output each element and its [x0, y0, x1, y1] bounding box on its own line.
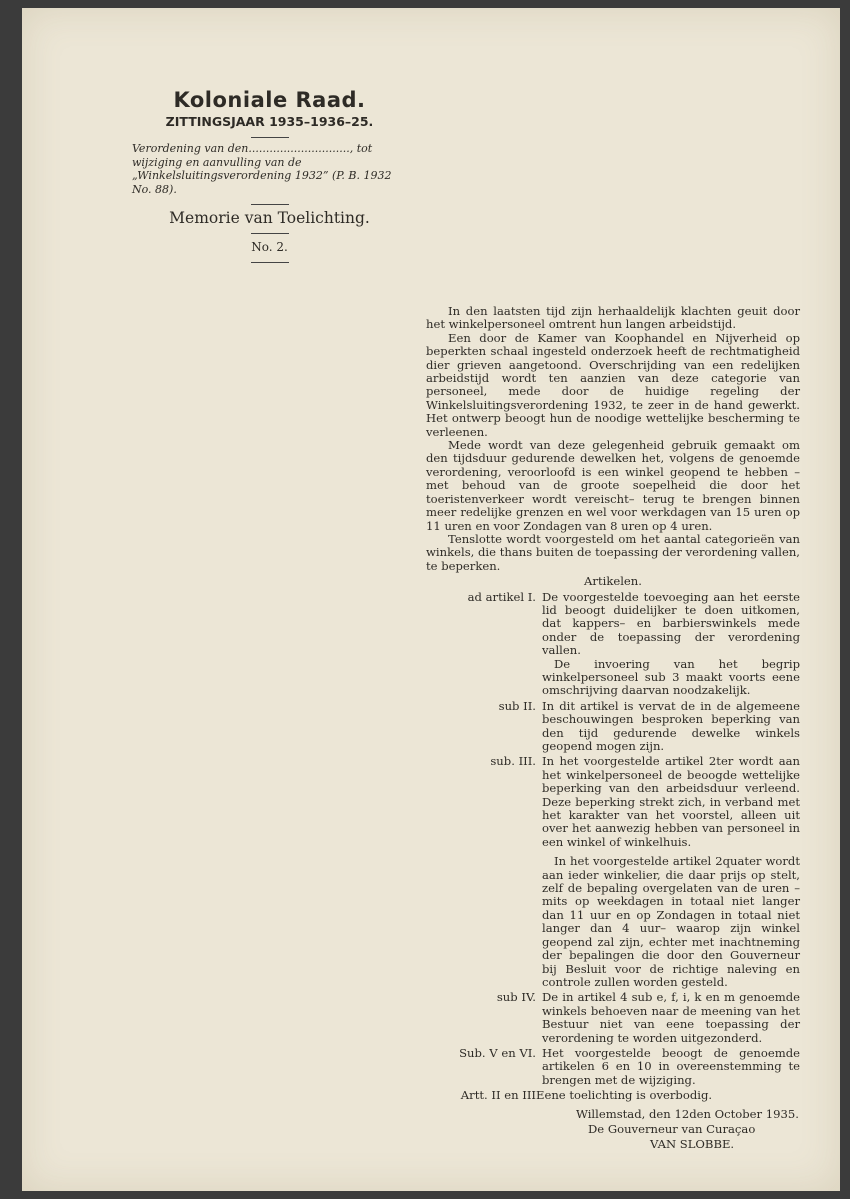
divider: [251, 137, 289, 138]
session-year: ZITTINGSJAAR 1935–1936–25.: [165, 114, 374, 129]
council-title: Koloniale Raad.: [173, 88, 366, 112]
article-section: [426, 1047, 800, 1087]
memo-title: Memorie van Toelichting.: [169, 209, 370, 227]
intro-paragraph: Een door de Kamer van Koophandel en Nijverheid op beperkten schaal ingesteld onderzoek heeft de rechtmatigheid dier grieven aangetoond. Overschrijding van een redelijken arbeidstijd wordt ten aanzien van deze categorie van personeel, mede door de huidige regeling der Winkelsluitingsverordening 1932, te zeer in de hand gewerkt. Het ontwerp beoogt hun de noodige wettelijke bescherming te verleenen.: [426, 330, 800, 439]
divider: [251, 262, 289, 263]
article-section: [426, 591, 800, 698]
article-paragraph: De invoering van het begrip winkelpersoneel sub 3 maakt voorts eene omschrijving daarvan noodzakelijk.: [542, 656, 800, 698]
memo-body: [426, 305, 800, 1152]
article-paragraph: In het voorgestelde artikel 2ter wordt aan het winkelpersoneel de beoogde wettelijke beperking van den arbeidsduur verleend. Deze beperking strekt zich, in verband met het karakter van het voorstel, alleen uit over het aanwezig hebben van personeel in een winkel of winkelhuis.: [542, 754, 800, 849]
article-section: [426, 755, 800, 989]
article-paragraph: De voorgestelde toevoeging aan het eerste lid beoogt duidelijker te doen uitkomen, dat kappers– en barbierswinkels mede onder de toepassing der verordening vallen.: [542, 589, 800, 658]
regulation-description: Verordening van den............................., tot wijziging en aanvulling van de „Winkelsluitingsverordening 1932” (P. B. 1932 No. 88).: [132, 142, 392, 196]
article-paragraph: Eene toelichting is overbodig.: [536, 1088, 713, 1103]
signatory-name: VAN SLOBBE.: [650, 1136, 735, 1151]
article-section: [426, 991, 800, 1045]
intro-paragraph: Tenslotte wordt voorgesteld om het aantal categorieën van winkels, die thans buiten de toepassing der verordening vallen, te beperken.: [426, 531, 800, 573]
article-section: [426, 1089, 800, 1102]
document-page: [22, 8, 840, 1191]
signatory-role: De Gouverneur van Curaçao: [588, 1121, 756, 1136]
article-section: [426, 700, 800, 754]
article-label: sub IV.: [496, 990, 536, 1005]
signature-block: [426, 1107, 800, 1152]
articles-heading: Artikelen.: [584, 574, 642, 589]
article-label: sub. III.: [490, 754, 536, 769]
document-number: No. 2.: [251, 240, 288, 254]
divider: [251, 204, 289, 205]
intro-paragraph: Mede wordt van deze gelegenheid gebruik gemaakt om den tijdsduur gedurende dewelken het, volgens de genoemde verordening, veroorloofd is een winkel geopend te hebben –met behoud van de groote soepelheid die door het toeristenverkeer wordt vereischt– terug te brengen binnen meer redelijke grenzen en wel voor werkdagen van 15 uren op 11 uren en voor Zondagen van 8 uren op 4 uren.: [426, 438, 800, 533]
article-paragraph: De in artikel 4 sub e, f, i, k en m genoemde winkels behoeven naar de meening van het Bestuur niet van eene toepassing der verordening te worden uitgezonderd.: [542, 990, 800, 1045]
article-paragraph: In dit artikel is vervat de in de algemeene beschouwingen besproken beperking van den tijd gedurende dewelke winkels geopend mogen zijn.: [542, 698, 800, 753]
place-date: Willemstad, den 12den October 1935.: [576, 1106, 799, 1121]
divider: [251, 233, 289, 234]
article-label: Sub. V en VI.: [459, 1045, 536, 1060]
document-header: [132, 88, 407, 267]
article-paragraph: Het voorgestelde beoogt de genoemde artikelen 6 en 10 in overeenstemming te brengen met de wijziging.: [542, 1045, 800, 1087]
article-paragraph: In het voorgestelde artikel 2quater wordt aan ieder winkelier, die daar prijs op stelt, zelf de bepaling overgelaten van de uren –mits op weekdagen in totaal niet langer dan 11 uur en op Zondagen in totaal niet langer dan 4 uur– waarop zijn winkel geopend zal zijn, echter met inachtneming der bepalingen die door den Gouverneur bij Besluit voor de richtige naleving en controle zullen worden gesteld.: [542, 854, 800, 989]
intro-paragraph: In den laatsten tijd zijn herhaaldelijk klachten geuit door het winkelpersoneel omtrent hun langen arbeidstijd.: [426, 304, 800, 332]
article-label: ad artikel I.: [467, 589, 536, 604]
article-label: Artt. II en III: [460, 1088, 536, 1103]
article-label: sub II.: [498, 698, 536, 713]
